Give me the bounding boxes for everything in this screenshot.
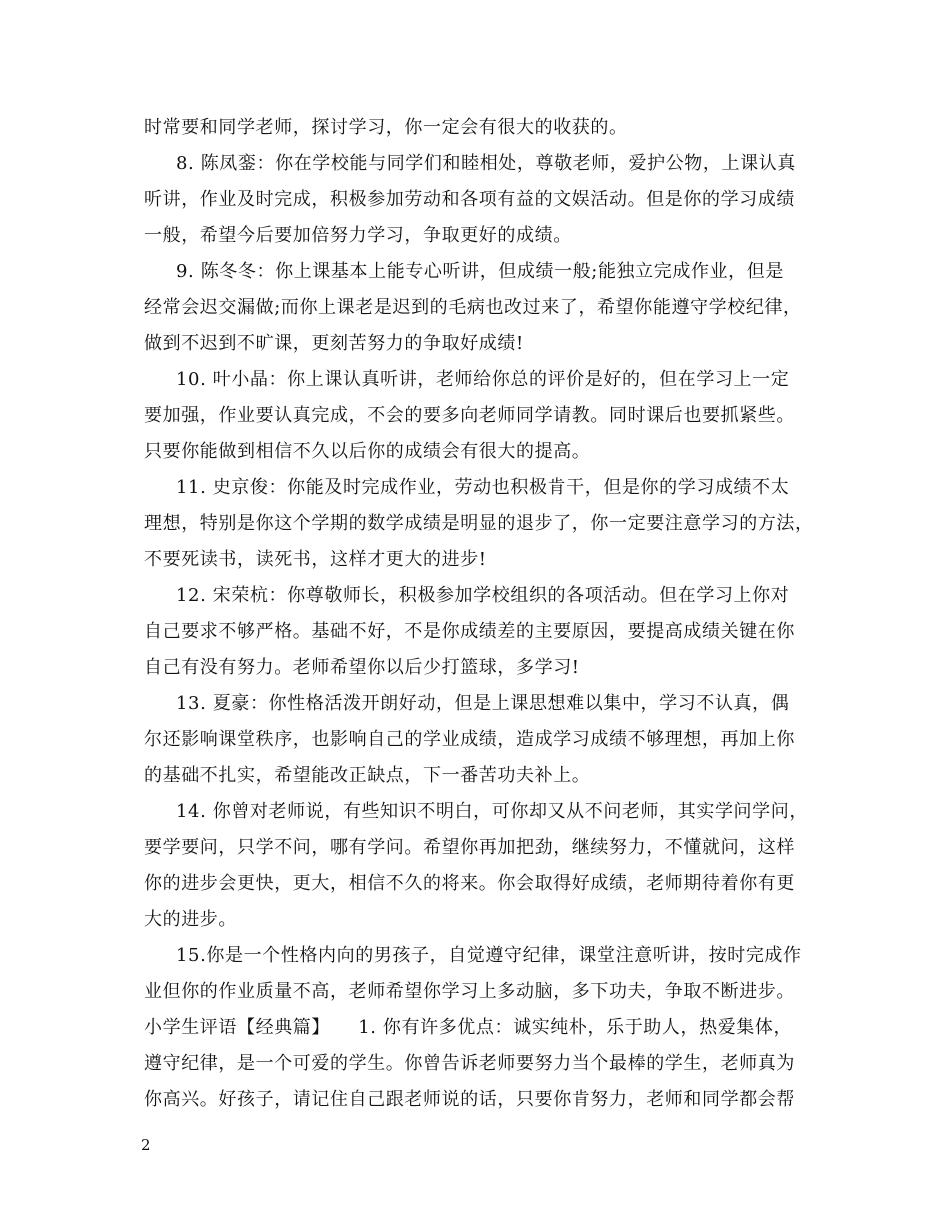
text-line: 要学要问，只学不问，哪有学问。希望你再加把劲，继续努力，不懂就问，这样 [144, 837, 795, 858]
comment-14-line: 14. 你曾对老师说，有些知识不明白，可你却又从不问老师，其实学问学问， [176, 801, 808, 822]
text-line: 自己有没有努力。老师希望你以后少打篮球，多学习! [144, 657, 580, 678]
comment-13-line: 13. 夏豪：你性格活泼开朗好动，但是上课思想难以集中，学习不认真，偶 [176, 693, 790, 714]
text-line: 只要你能做到相信不久以后你的成绩会有很大的提高。 [144, 441, 591, 462]
text-line: 不要死读书，读死书，这样才更大的进步! [144, 549, 487, 570]
text-line: 理想，特别是你这个学期的数学成绩是明显的退步了，你一定要注意学习的方法， [144, 513, 814, 534]
text-line: 大的进步。 [144, 909, 237, 930]
text-line: 听讲，作业及时完成，积极参加劳动和各项有益的文娱活动。但是你的学习成绩 [144, 189, 795, 210]
text-line: 一般，希望今后要加倍努力学习，争取更好的成绩。 [144, 225, 572, 246]
comment-11-line: 11. 史京俊：你能及时完成作业，劳动也积极肯干，但是你的学习成绩不太 [176, 477, 790, 498]
text-line: 自己要求不够严格。基础不好，不是你成绩差的主要原因，要提高成绩关键在你 [144, 621, 795, 642]
text-line: 做到不迟到不旷课，更刻苦努力的争取好成绩! [144, 333, 524, 354]
comment-9-line: 9. 陈冬冬：你上课基本上能专心听讲，但成绩一般;能独立完成作业，但是 [176, 261, 784, 282]
text-line: 的基础不扎实，希望能改正缺点，下一番苦功夫补上。 [144, 765, 591, 786]
text-line: 要加强，作业要认真完成，不会的要多向老师同学请教。同时课后也要抓紧些。 [144, 405, 795, 426]
text-line: 经常会迟交漏做;而你上课老是迟到的毛病也改过来了，希望你能遵守学校纪律， [144, 297, 802, 318]
section-heading-line: 小学生评语【经典篇】 1. 你有许多优点：诚实纯朴，乐于助人，热爱集体， [144, 1017, 793, 1038]
page-number: 2 [141, 1136, 151, 1154]
text-line: 你高兴。好孩子，请记住自己跟老师说的话，只要你肯努力，老师和同学都会帮 [144, 1089, 795, 1110]
text-line: 你的进步会更快，更大，相信不久的将来。你会取得好成绩，老师期待着你有更 [144, 873, 795, 894]
text-line: 业但你的作业质量不高，老师希望你学习上多动脑，多下功夫，争取不断进步。 [144, 981, 795, 1002]
comment-10-line: 10. 叶小晶：你上课认真听讲，老师给你总的评价是好的，但在学习上一定 [176, 369, 790, 390]
comment-8-line: 8. 陈凤銮：你在学校能与同学们和睦相处，尊敬老师，爱护公物，上课认真 [176, 153, 796, 174]
text-line: 时常要和同学老师，探讨学习，你一定会有很大的收获的。 [144, 117, 628, 138]
comment-15-line: 15.你是一个性格内向的男孩子，自觉遵守纪律，课堂注意听讲，按时完成作 [176, 945, 802, 966]
text-line: 尔还影响课堂秩序，也影响自己的学业成绩，造成学习成绩不够理想，再加上你 [144, 729, 795, 750]
text-line: 遵守纪律，是一个可爱的学生。你曾告诉老师要努力当个最棒的学生，老师真为 [144, 1053, 795, 1074]
comment-12-line: 12. 宋荣杭：你尊敬师长，积极参加学校组织的各项活动。但在学习上你对 [176, 585, 790, 606]
